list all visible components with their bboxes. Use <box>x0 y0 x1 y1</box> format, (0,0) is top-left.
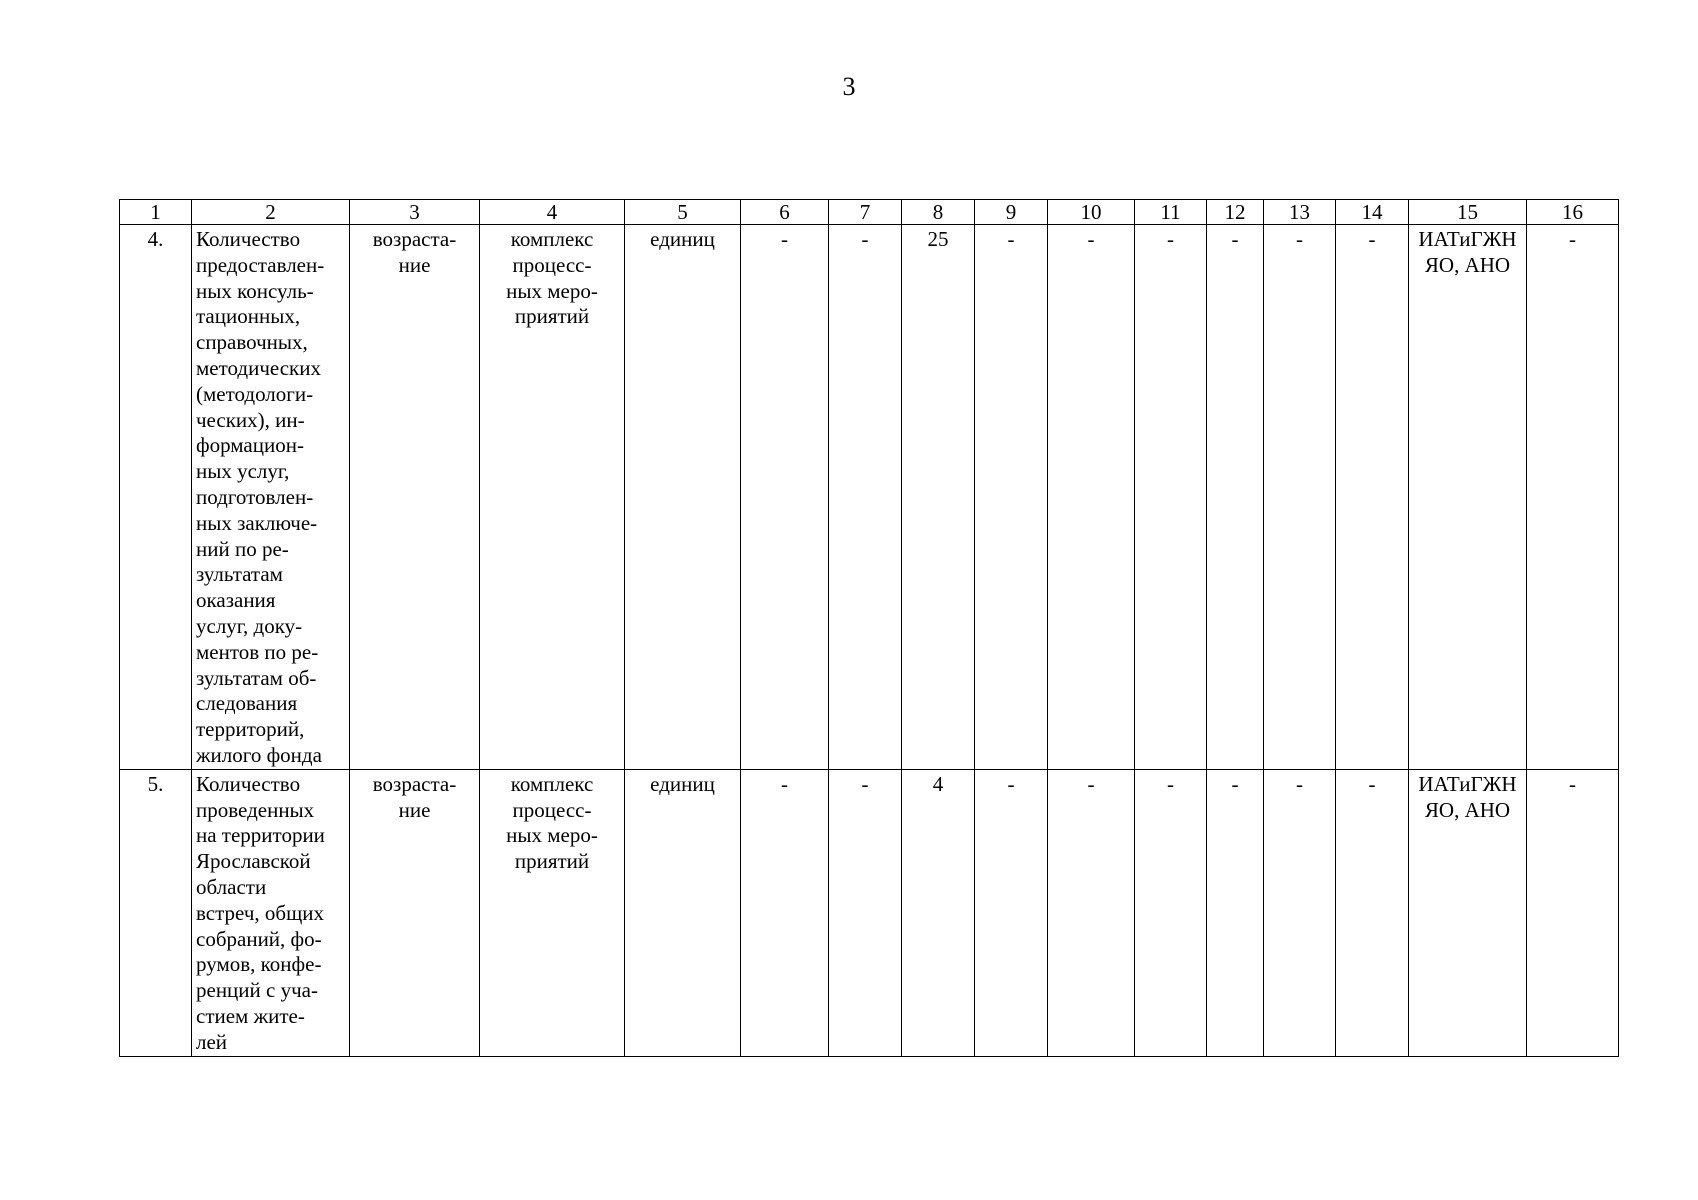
text-line: (методологи- <box>196 381 314 406</box>
text-line: возраста- <box>372 771 457 796</box>
value-cell: - <box>1207 225 1264 770</box>
text-line: зультатам <box>196 562 283 587</box>
text-line: Количество <box>196 771 301 796</box>
indicator-name <box>192 769 350 1056</box>
value-cell: - <box>1336 225 1409 770</box>
header-cell: 14 <box>1336 200 1409 225</box>
value-cell: - <box>1527 225 1619 770</box>
value-cell: - <box>1048 769 1135 1056</box>
value-cell: - <box>1264 769 1336 1056</box>
value-cell: - <box>975 225 1048 770</box>
text-line: ческих), ин- <box>196 407 305 432</box>
basis <box>480 225 625 770</box>
text-line: лей <box>196 1029 228 1054</box>
text-line: собраний, фо- <box>196 926 322 951</box>
text-line: на территории <box>196 823 325 848</box>
text-line: приятий <box>514 304 590 329</box>
header-cell: 2 <box>192 200 350 225</box>
text-line: стием жите- <box>196 1003 305 1028</box>
text-line: ИАТиГЖН <box>1418 227 1517 251</box>
text-line: процесс- <box>512 797 592 822</box>
text-line: ренций с уча- <box>196 978 318 1003</box>
value-cell: - <box>1135 225 1207 770</box>
header-cell: 4 <box>480 200 625 225</box>
header-cell: 1 <box>120 200 192 225</box>
text-line: предоставлен- <box>196 252 325 277</box>
text-line: приятий <box>514 849 590 874</box>
text-line: зультатам об- <box>196 665 317 690</box>
text-line: ных меро- <box>506 278 598 303</box>
text-line: методических <box>196 355 321 380</box>
header-cell: 9 <box>975 200 1048 225</box>
value-cell: - <box>1336 769 1409 1056</box>
header-cell: 8 <box>902 200 975 225</box>
header-cell: 13 <box>1264 200 1336 225</box>
header-cell: 10 <box>1048 200 1135 225</box>
text-line: ных заключе- <box>196 510 318 535</box>
text-line: румов, конфе- <box>196 952 322 977</box>
responsible <box>1409 769 1527 1056</box>
text-line: области <box>196 874 267 899</box>
header-cell: 5 <box>625 200 741 225</box>
header-cell: 11 <box>1135 200 1207 225</box>
value-cell: - <box>1207 769 1264 1056</box>
text-line: ных меро- <box>506 823 598 848</box>
value-cell: - <box>1264 225 1336 770</box>
text-line: встреч, общих <box>196 900 324 925</box>
text-line: ний по ре- <box>196 536 289 561</box>
text-line: жилого фонда <box>196 742 322 767</box>
text-line: следования <box>196 691 298 716</box>
value-cell: - <box>1048 225 1135 770</box>
text-line: ИАТиГЖН <box>1418 771 1517 796</box>
text-line: проведенных <box>196 797 315 822</box>
page-number: 3 <box>842 72 856 101</box>
header-row <box>120 200 1619 225</box>
value-cell: - <box>1527 769 1619 1056</box>
header-cell: 12 <box>1207 200 1264 225</box>
value-cell: - <box>829 769 902 1056</box>
text-line: комплекс <box>510 771 594 796</box>
text-line: услуг, доку- <box>196 613 303 638</box>
text-line: ние <box>398 797 431 822</box>
basis <box>480 769 625 1056</box>
text-line: ние <box>398 252 431 277</box>
table-row <box>120 225 1619 770</box>
value-cell: - <box>1135 769 1207 1056</box>
text-line: Ярославской <box>196 849 311 874</box>
plan-table <box>119 199 1619 1057</box>
value-cell: - <box>741 769 829 1056</box>
table-row <box>120 769 1619 1056</box>
header-cell: 6 <box>741 200 829 225</box>
trend <box>350 225 480 770</box>
text-line: ЯО, АНО <box>1424 797 1511 822</box>
text-line: комплекс <box>510 227 594 251</box>
text-line: тационных, <box>196 304 301 329</box>
value-cell: 4 <box>902 769 975 1056</box>
text-line: территорий, <box>196 717 305 742</box>
text-line: ЯО, АНО <box>1424 252 1511 277</box>
text-line: возраста- <box>372 227 457 251</box>
value-cell: - <box>975 769 1048 1056</box>
text-line: справочных, <box>196 330 308 355</box>
header-cell: 15 <box>1409 200 1527 225</box>
header-cell: 16 <box>1527 200 1619 225</box>
text-line: формацион- <box>196 433 304 458</box>
value-cell: - <box>741 225 829 770</box>
row-number: 5. <box>120 769 192 1056</box>
text-line: оказания <box>196 588 276 613</box>
trend <box>350 769 480 1056</box>
unit: единиц <box>625 225 741 770</box>
text-line: ментов по ре- <box>196 639 319 664</box>
value-cell: - <box>829 225 902 770</box>
text-line: ных услуг, <box>196 459 290 484</box>
text-line: подготовлен- <box>196 484 314 509</box>
indicator-name <box>192 225 350 770</box>
header-cell: 3 <box>350 200 480 225</box>
value-cell: 25 <box>902 225 975 770</box>
text-line: ных консуль- <box>196 278 314 303</box>
text-line: процесс- <box>512 252 592 277</box>
responsible <box>1409 225 1527 770</box>
text-line: Количество <box>196 227 301 251</box>
header-cell: 7 <box>829 200 902 225</box>
row-number: 4. <box>120 225 192 770</box>
unit: единиц <box>625 769 741 1056</box>
